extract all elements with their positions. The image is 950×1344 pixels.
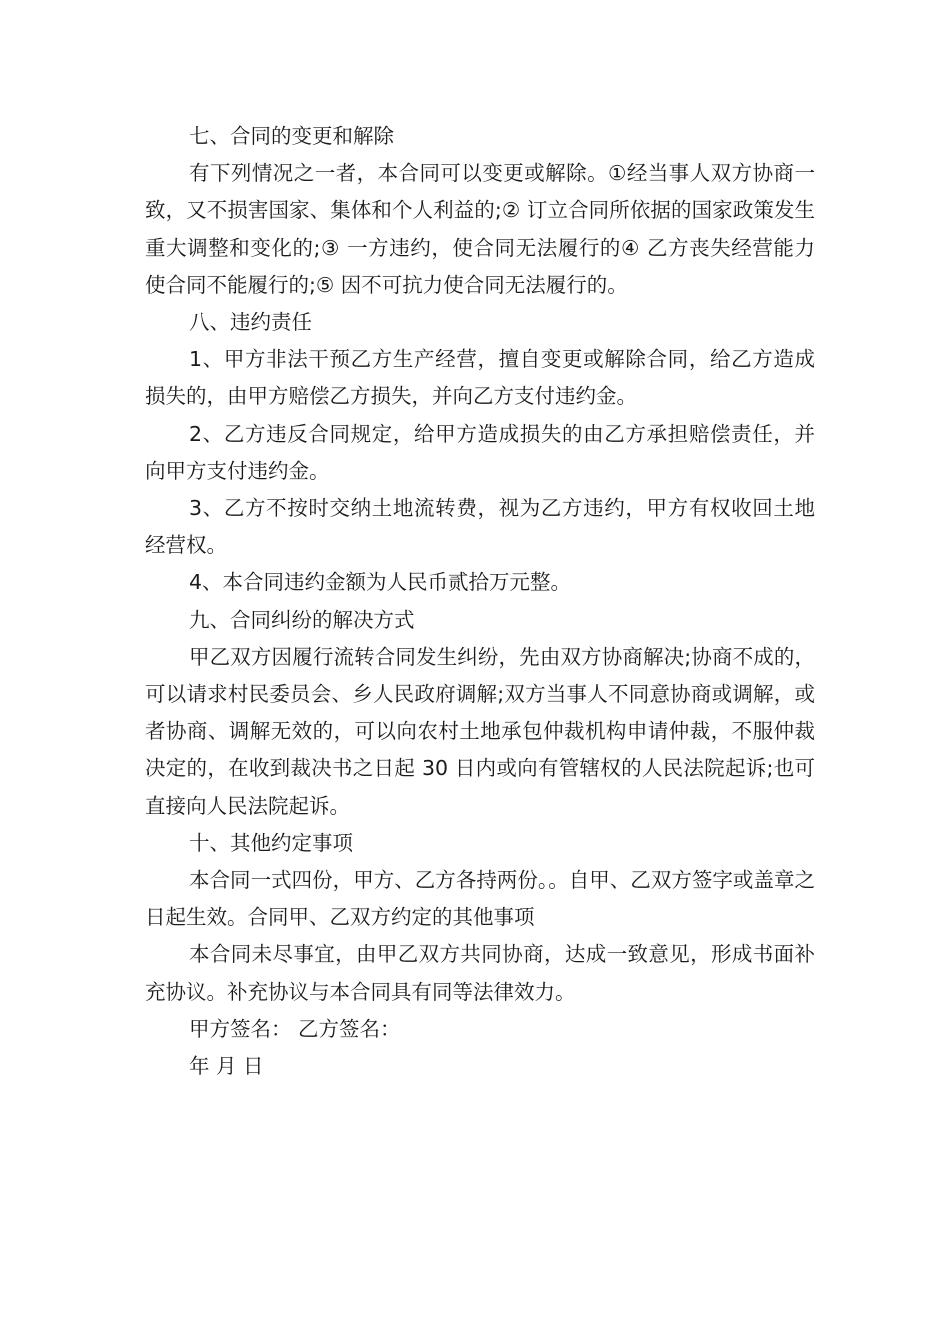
paragraph-breach-3: 3、乙方不按时交纳土地流转费，视为乙方违约，甲方有权收回土地经营权。 xyxy=(145,496,815,558)
section-heading-8: 八、违约责任 xyxy=(189,310,312,335)
paragraph-change-termination: 有下列情况之一者，本合同可以变更或解除。①经当事人双方协商一致，又不损害国家、集体和个人利益的;② 订立合同所依据的国家政策发生重大调整和变化的;③ 一方违约，使合同无法履行的④ 乙方丧失经营能力使合同不能履行的;⑤ 因不可抗力使合同无法履行的。 xyxy=(145,161,815,297)
date-line: 年 月 日 xyxy=(189,1054,264,1079)
paragraph-supplement: 本合同未尽事宜，由甲乙双方共同协商，达成一致意见，形成书面补充协议。补充协议与本合同具有同等法律效力。 xyxy=(145,942,815,1004)
section-heading-10: 十、其他约定事项 xyxy=(189,830,353,855)
paragraph-dispute-resolution: 甲乙双方因履行流转合同发生纠纷，先由双方协商解决;协商不成的，可以请求村民委员会、乡人民政府调解;双方当事人不同意协商或调解，或者协商、调解无效的，可以向农村土地承包仲裁机构申请仲裁，不服仲裁决定的，在收到裁决书之日起 30 日内或向有管辖权的人民法院起诉;也可直接向人民法院起诉。 xyxy=(145,644,815,818)
paragraph-breach-1: 1、甲方非法干预乙方生产经营，擅自变更或解除合同，给乙方造成损失的，由甲方赔偿乙方损失，并向乙方支付违约金。 xyxy=(145,347,815,409)
paragraph-breach-4: 4、本合同违约金额为人民币贰拾万元整。 xyxy=(189,570,572,595)
paragraph-breach-2: 2、乙方违反合同规定，给甲方造成损失的由乙方承担赔偿责任，并向甲方支付违约金。 xyxy=(145,421,815,483)
signature-line: 甲方签名： 乙方签名： xyxy=(189,1016,401,1041)
document-body xyxy=(145,118,815,1085)
section-heading-9: 九、合同纠纷的解决方式 xyxy=(189,607,415,632)
paragraph-copies: 本合同一式四份，甲方、乙方各持两份。。自甲、乙双方签字或盖章之日起生效。合同甲、乙双方约定的其他事项 xyxy=(145,868,815,930)
section-heading-7: 七、合同的变更和解除 xyxy=(189,124,394,148)
